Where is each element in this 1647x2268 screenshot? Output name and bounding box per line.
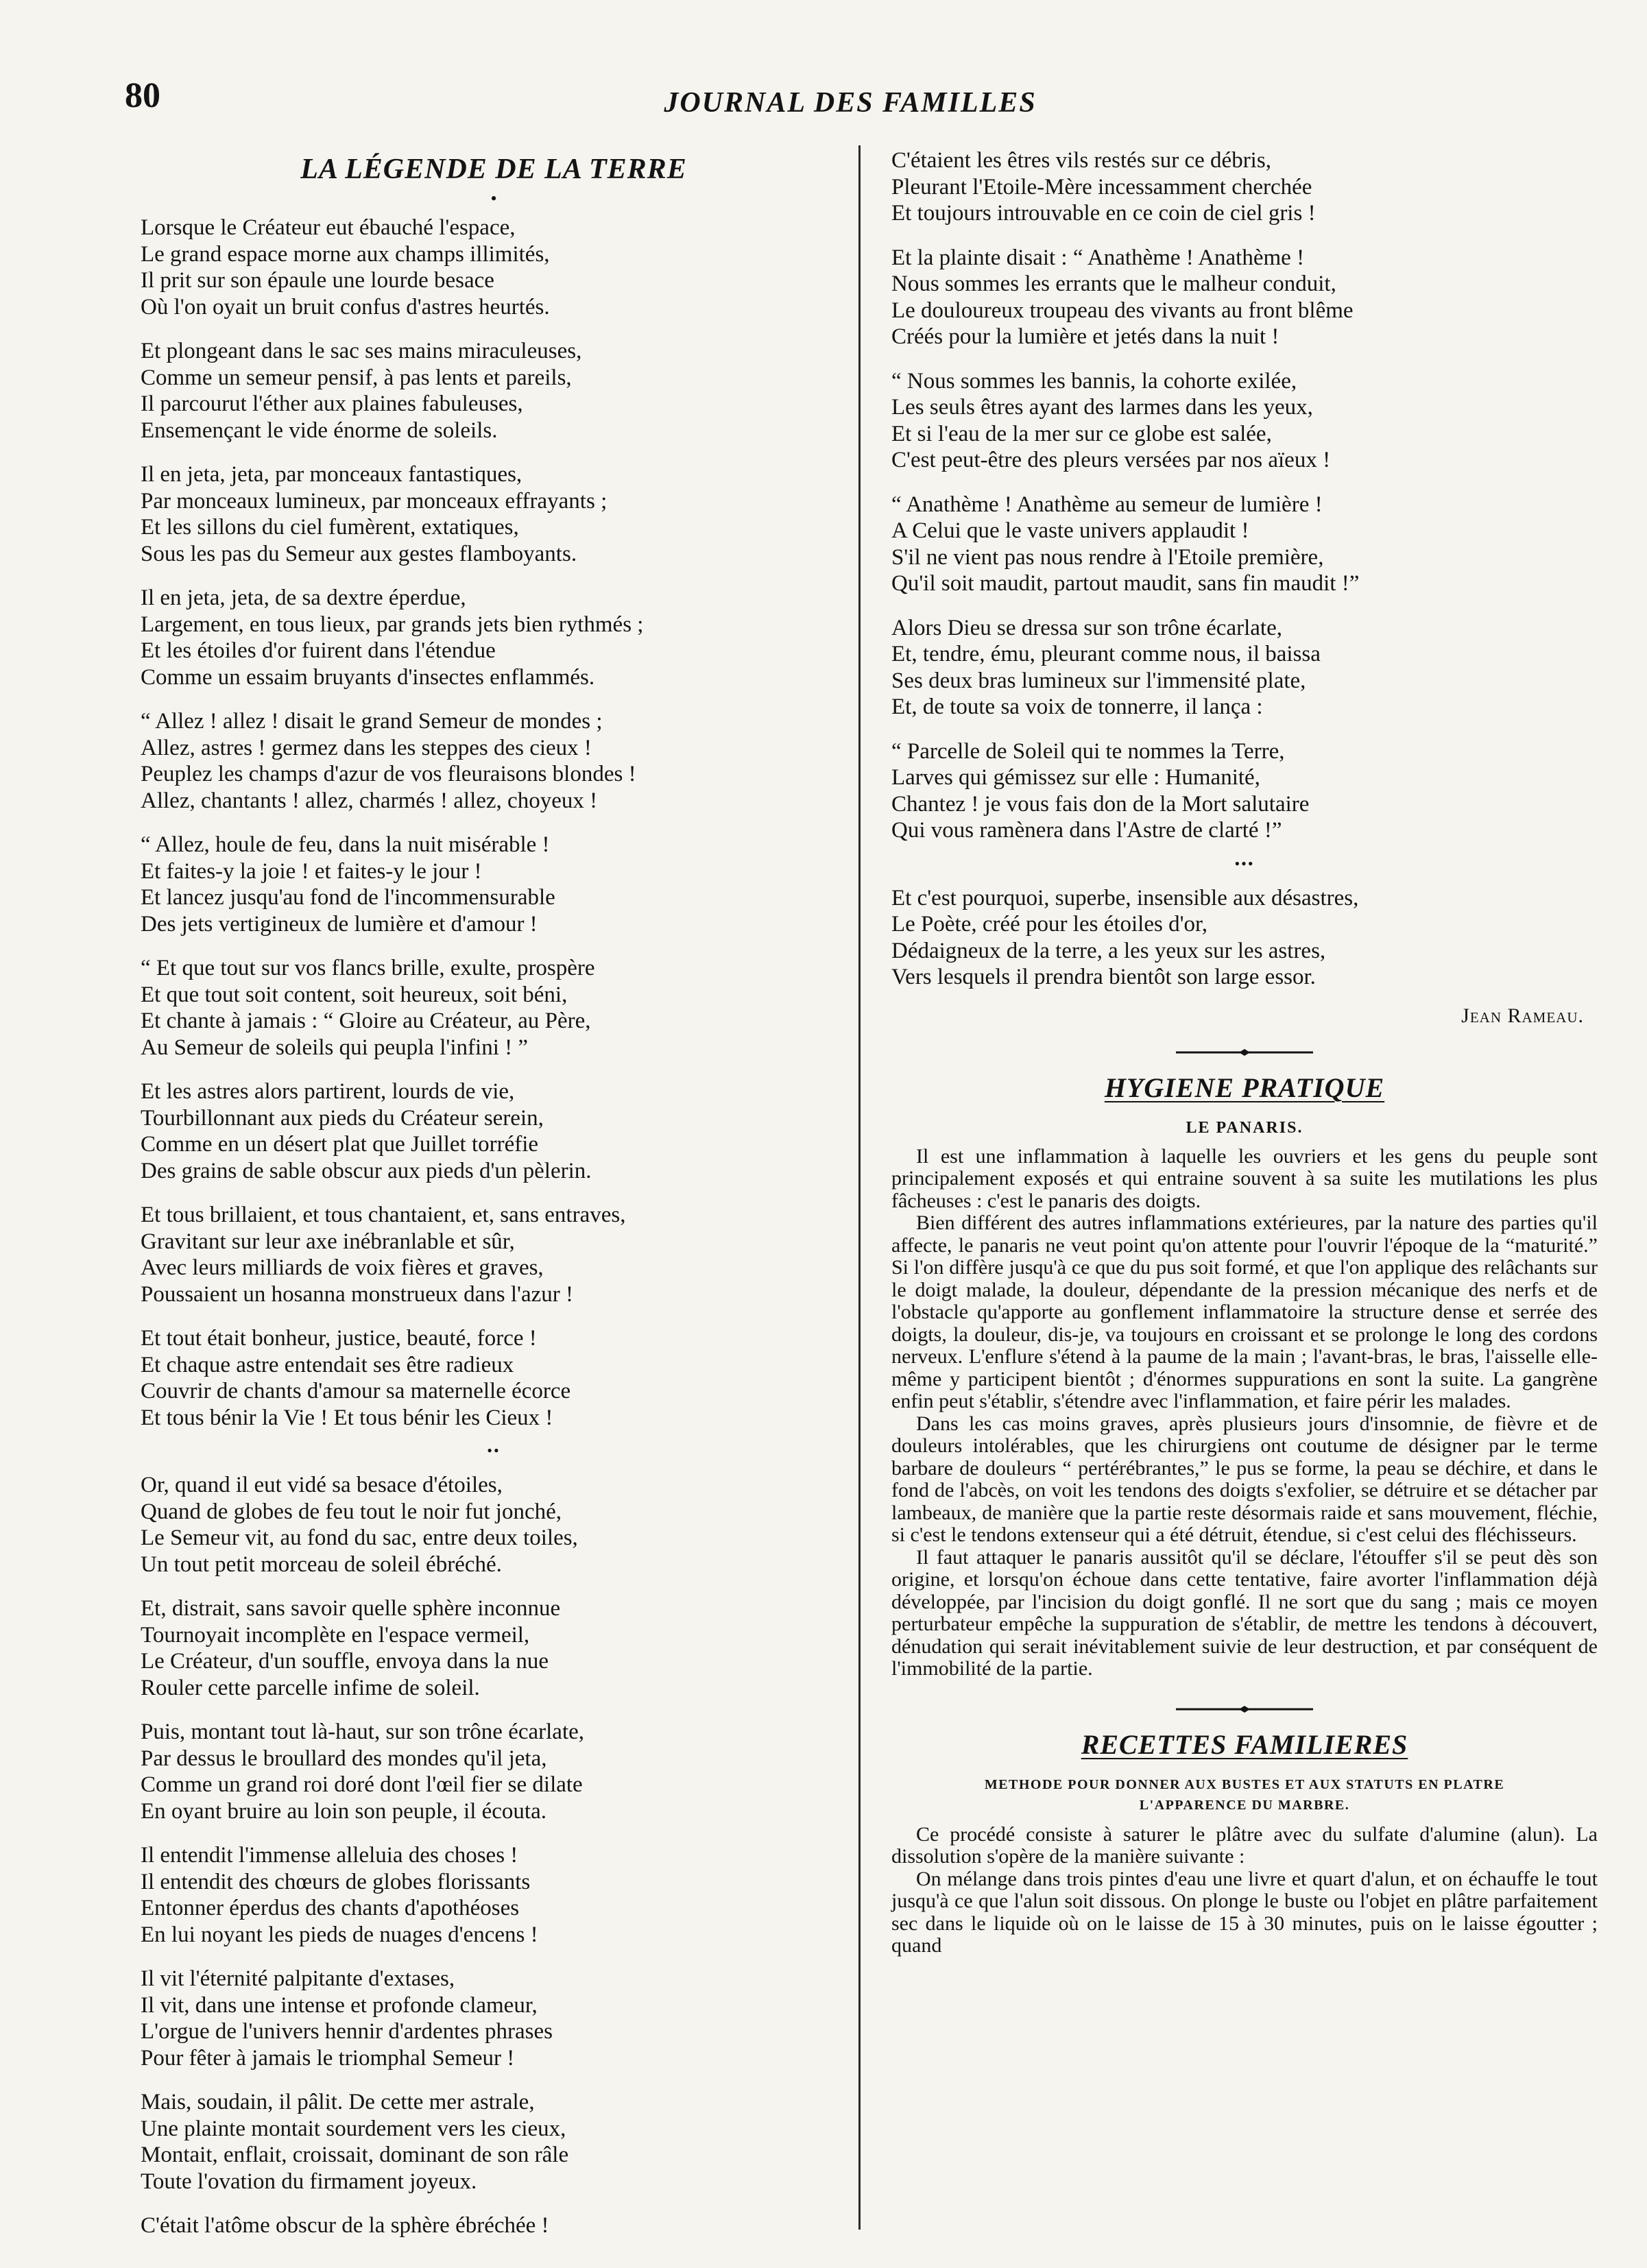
verse-line: Et que tout soit content, soit heureux, soit béni, [141, 982, 568, 1007]
verse-line: Et tous brillaient, et tous chantaient, et, sans entraves, [141, 1203, 626, 1227]
stanza [141, 955, 847, 1061]
verse-line: Comme un essaim bruyants d'insectes enflammés. [141, 664, 595, 690]
verse-line: Mais, soudain, il pâlit. De cette mer astrale, [141, 2090, 535, 2114]
stanza [891, 368, 1598, 474]
verse-line: Le douloureux troupeau des vivants au front blême [891, 298, 1354, 323]
verse-line: “ Parcelle de Soleil qui te nommes la Terre, [891, 738, 1285, 764]
stanza [141, 338, 847, 444]
verse-line: Poussaient un hosanna monstrueux dans l'azur ! [141, 1281, 573, 1307]
paragraph: Il est une inflammation à laquelle les ouvriers et les gens du peuple sont principalement exposés et qui entraine souvent à sa suite les mutilations les plus fâcheuses : c'est le panaris des doigts. [891, 1144, 1598, 1212]
column-divider [858, 145, 861, 2230]
verse-line: En oyant bruire au loin son peuple, il écouta. [141, 1798, 547, 1824]
verse-line: “ Et que tout sur vos flancs brille, exulte, prospère [141, 956, 595, 980]
stanza [141, 1595, 847, 1701]
verse-line: En lui noyant les pieds de nuages d'encens ! [141, 1922, 538, 1947]
section-rule [1176, 1705, 1313, 1713]
verse-line: Peuplez les champs d'azur de vos fleuraisons blondes ! [141, 762, 636, 786]
verse-line: C'était l'atôme obscur de la sphère ébréchée ! [141, 2213, 549, 2238]
paragraph: Ce procédé consiste à saturer le plâtre avec du sulfate d'alumine (alun). La dissolution s'opère de la manière suivante : [891, 1822, 1598, 1868]
verse-line: Largement, en tous lieux, par grands jets bien rythmés ; [141, 612, 644, 637]
verse-line: Et tous bénir la Vie ! Et tous bénir les Cieux ! [141, 1405, 553, 1430]
left-column [141, 147, 847, 2257]
stanza [891, 615, 1598, 721]
verse-line: C'est peut-être des pleurs versées par nos aïeux ! [891, 448, 1331, 472]
verse-line: L'orgue de l'univers hennir d'ardentes phrases [141, 2019, 553, 2044]
poem-stanzas-left-2 [141, 1472, 847, 2239]
verse-line: Où l'on oyait un bruit confus d'astres heurtés. [141, 294, 550, 319]
stanza-separator: •• [487, 1442, 501, 1459]
title-ornament: • [490, 189, 497, 208]
stanza [891, 245, 1598, 350]
stanza [141, 832, 847, 937]
verse-line: Et toujours introuvable en ce coin de ciel gris ! [891, 201, 1316, 226]
verse-line: Des grains de sable obscur aux pieds d'un pèlerin. [141, 1158, 592, 1183]
stanza [141, 1472, 847, 1578]
verse-line: “ Allez, houle de feu, dans la nuit misérable ! [141, 832, 550, 857]
section-rule [1176, 1048, 1313, 1057]
stanza [141, 1966, 847, 2071]
verse-line: Larves qui gémissez sur elle : Humanité, [891, 765, 1260, 790]
verse-line: Le grand espace morne aux champs illimités, [141, 241, 550, 267]
verse-line: Ses deux bras lumineux sur l'immensité plate, [891, 668, 1306, 693]
verse-line: Et la plainte disait : “ Anathème ! Anathème ! [891, 245, 1305, 270]
verse-line: Et, de toute sa voix de tonnerre, il lança : [891, 695, 1263, 719]
verse-line: Il prit sur son épaule une lourde besace [141, 268, 494, 293]
verse-line: Qu'il soit maudit, partout maudit, sans fin maudit !” [891, 571, 1360, 596]
verse-line: Et les astres alors partirent, lourds de vie, [141, 1079, 515, 1104]
verse-line: Au Semeur de soleils qui peupla l'infini ! ” [141, 1035, 528, 1060]
verse-line: Il en jeta, jeta, de sa dextre éperdue, [141, 586, 466, 610]
verse-line: Chantez ! je vous fais don de la Mort salutaire [891, 791, 1310, 817]
verse-line: “ Anathème ! Anathème au semeur de lumière ! [891, 492, 1323, 517]
verse-line: Et tout était bonheur, justice, beauté, force ! [141, 1326, 537, 1351]
stanza [891, 492, 1598, 597]
verse-line: Pour fêter à jamais le triomphal Semeur ! [141, 2045, 515, 2071]
verse-line: “ Allez ! allez ! disait le grand Semeur de mondes ; [141, 709, 603, 734]
verse-line: S'il ne vient pas nous rendre à l'Etoile première, [891, 544, 1324, 570]
verse-line: Et, distrait, sans savoir quelle sphère inconnue [141, 1596, 561, 1621]
recettes-subtitle-line: METHODE POUR DONNER AUX BUSTES ET AUX STATUTS EN PLATRE [984, 1776, 1505, 1792]
stanza [891, 738, 1598, 844]
verse-line: Et c'est pourquoi, superbe, insensible aux désastres, [891, 885, 1359, 910]
verse-line: Et plongeant dans le sac ses mains miraculeuses, [141, 339, 582, 363]
verse-line: Quand de globes de feu tout le noir fut jonché, [141, 1499, 562, 1524]
recettes-article [891, 1824, 1598, 1957]
verse-line: Montait, enflait, croissait, dominant de son râle [141, 2143, 569, 2167]
verse-line: Il en jeta, jeta, par monceaux fantastiques, [141, 462, 522, 487]
verse-line: Et chaque astre entendait ses être radieux [141, 1352, 514, 1377]
stanza [141, 2089, 847, 2195]
verse-line: Qui vous ramènera dans l'Astre de clarté !” [891, 818, 1282, 843]
page-header [110, 75, 1591, 137]
stanza [141, 708, 847, 814]
stanza [141, 1202, 847, 1307]
verse-line: Et chante à jamais : “ Gloire au Créateur, au Père, [141, 1009, 591, 1033]
verse-line: Comme en un désert plat que Juillet torréfie [141, 1132, 539, 1157]
verse-line: Le Semeur vit, au fond du sac, entre deux toiles, [141, 1525, 578, 1550]
verse-line: Et, tendre, ému, pleurant comme nous, il baissa [891, 642, 1321, 666]
stanza [141, 215, 847, 320]
verse-line: Couvrir de chants d'amour sa maternelle écorce [141, 1379, 571, 1403]
recettes-title: RECETTES FAMILIERES [1081, 1728, 1408, 1760]
verse-line: Un tout petit morceau de soleil ébréché. [141, 1552, 502, 1577]
verse-line: Avec leurs milliards de voix fières et graves, [141, 1255, 544, 1280]
paragraph: On mélange dans trois pintes d'eau une livre et quart d'alun, et on échauffe le tout jusqu'à ce que l'alun soit dissous. On plonge le buste ou l'objet en plâtre parfaitement sec dans le liquide où on le laisse de 15 à 30 minutes, puis on le laisse égoutter ; quand [891, 1867, 1598, 1957]
verse-line: Alors Dieu se dressa sur son trône écarlate, [891, 615, 1282, 640]
journal-title: JOURNAL DES FAMILLES [664, 87, 1037, 119]
verse-line: Puis, montant tout là-haut, sur son trône écarlate, [141, 1720, 585, 1744]
verse-line: Ensemençant le vide énorme de soleils. [141, 418, 498, 443]
verse-line: Et si l'eau de la mer sur ce globe est salée, [891, 421, 1272, 446]
verse-line: Tourbillonnant aux pieds du Créateur serein, [141, 1105, 544, 1131]
verse-line: Lorsque le Créateur eut ébauché l'espace, [141, 215, 516, 240]
verse-line: Par dessus le broullard des mondes qu'il jeta, [141, 1746, 547, 1771]
right-column [891, 147, 1598, 1957]
paragraph: Il faut attaquer le panaris aussitôt qu'il se déclare, l'étouffer s'il se peut dès son origine, et lorsqu'on échoue dans cette tentative, faire avorter l'inflammation déjà développée, par l'incision du doigt gonflé. Il ne sort que du sang ; mais ce moyen perturbateur empêche la suppuration de s'établir, de mettre les tendons à découvert, dénudation qui serait inévitablement suivie de leur destruction, et par conséquent de l'immobilité de la partie. [891, 1545, 1598, 1680]
stanza [141, 461, 847, 567]
verse-line: Les seuls êtres ayant des larmes dans les yeux, [891, 395, 1313, 420]
hygiene-subtitle: LE PANARIS. [1186, 1118, 1303, 1137]
verse-line: “ Nous sommes les bannis, la cohorte exilée, [891, 368, 1297, 394]
stanza-separator: ••• [1234, 854, 1255, 872]
poem-author [891, 1004, 1584, 1028]
stanza [891, 885, 1598, 991]
hygiene-title: HYGIENE PRATIQUE [1104, 1072, 1385, 1103]
verse-line: Créés pour la lumière et jetés dans la nuit ! [891, 324, 1279, 349]
poem-stanzas-right-2 [891, 885, 1598, 991]
verse-line: Tournoyait incomplète en l'espace vermeil, [141, 1622, 530, 1648]
paragraph: Dans les cas moins graves, après plusieurs jours d'insomnie, de fièvre et de douleurs intolérables, que les chirurgiens ont coutume de désigner par le terme barbare de douleurs “ pertérébrantes,” le pus se forme, la peau se déchire, et dans le fond de l'abcès, on voit les tendons des doigts s'exfolier, se détruire et se détacher par lambeaux, de manière que la partie reste désormais raide et sans mouvement, fléchie, si c'est le tendons extenseur qui a été détruit, étendue, si c'est celui des fléchisseurs. [891, 1412, 1598, 1546]
stanza [141, 1078, 847, 1184]
verse-line: Il entendit des chœurs de globes florissants [141, 1869, 531, 1894]
stanza [891, 147, 1598, 227]
verse-line: Gravitant sur leur axe inébranlable et sûr, [141, 1229, 515, 1254]
verse-line: Dédaigneux de la terre, a les yeux sur les astres, [891, 938, 1326, 963]
verse-line: C'étaient les êtres vils restés sur ce débris, [891, 148, 1271, 173]
verse-line: Entonner éperdus des chants d'apothéoses [141, 1896, 520, 1920]
poem-stanzas-right [891, 147, 1598, 844]
verse-line: Et les sillons du ciel fumèrent, extatiques, [141, 515, 519, 540]
verse-line: Le Créateur, d'un souffle, envoya dans la nue [141, 1649, 549, 1674]
verse-line: Comme un semeur pensif, à pas lents et pareils, [141, 365, 572, 390]
stanza [141, 1842, 847, 1948]
verse-line: A Celui que le vaste univers applaudit ! [891, 518, 1249, 543]
verse-line: Il entendit l'immense alleluia des choses ! [141, 1843, 518, 1868]
recettes-subtitle-line: L'APPARENCE DU MARBRE. [1139, 1797, 1350, 1813]
verse-line: Toute l'ovation du firmament joyeux. [141, 2169, 477, 2194]
poem-stanzas-left [141, 215, 847, 1431]
verse-line: Sous les pas du Semeur aux gestes flamboyants. [141, 541, 577, 566]
poem-title: LA LÉGENDE DE LA TERRE [300, 154, 687, 185]
verse-line: Il vit l'éternité palpitante d'extases, [141, 1966, 455, 1991]
verse-line: Et les étoiles d'or fuirent dans l'étendue [141, 638, 496, 663]
verse-line: Comme un grand roi doré dont l'œil fier se dilate [141, 1772, 583, 1797]
verse-line: Vers lesquels il prendra bientôt son large essor. [891, 965, 1316, 989]
verse-line: Rouler cette parcelle infime de soleil. [141, 1675, 480, 1700]
verse-line: Une plainte montait sourdement vers les cieux, [141, 2116, 566, 2141]
page-number: 80 [125, 76, 160, 115]
verse-line: Et faites-y la joie ! et faites-y le jour ! [141, 858, 482, 884]
stanza [141, 585, 847, 690]
stanza [141, 1325, 847, 1431]
hygiene-article [891, 1146, 1598, 1680]
verse-line: Allez, astres ! germez dans les steppes des cieux ! [141, 735, 592, 760]
verse-line: Des jets vertigineux de lumière et d'amour ! [141, 911, 538, 937]
verse-line: Le Poète, créé pour les étoiles d'or, [891, 912, 1207, 937]
stanza [141, 2212, 847, 2239]
verse-line: Nous sommes les errants que le malheur conduit, [891, 272, 1336, 296]
verse-line: Pleurant l'Etoile-Mère incessamment cherchée [891, 174, 1312, 200]
verse-line: Il vit, dans une intense et profonde clameur, [141, 1992, 538, 2018]
paragraph: Bien différent des autres inflammations extérieures, par la nature des parties qu'il affecte, le panaris ne veut point qu'on attente pour l'ouvrir l'époque de la “maturité.” Si l'on diffère jusqu'à ce que du pus soit formé, et que l'on applique des relâchants sur le doigt malade, la douleur, dépendante de la pression mécanique des nerfs et de l'obstacle qu'apporte au gonflement inflammatoire la structure dense et serrée des doigts, la douleur, dis-je, va toujours en croissant et se prolonge le long des cordons nerveux. L'enflure s'étend à la paume de la main ; l'avant-bras, le bras, l'aisselle elle-même y participent bientôt ; d'énormes suppurations en sont la suite. La gangrène enfin peut s'établir, s'étendre avec l'inflammation, et faire périr les malades. [891, 1211, 1598, 1412]
verse-line: Et lancez jusqu'au fond de l'incommensurable [141, 885, 555, 910]
stanza [141, 1719, 847, 1824]
verse-line: Or, quand il eut vidé sa besace d'étoiles, [141, 1473, 503, 1497]
verse-line: Par monceaux lumineux, par monceaux effrayants ; [141, 488, 608, 514]
verse-line: Il parcourut l'éther aux plaines fabuleuses, [141, 391, 523, 416]
recettes-subtitle [891, 1774, 1598, 1815]
author-name: Jean Rameau. [1461, 1004, 1584, 1027]
verse-line: Allez, chantants ! allez, charmés ! allez, choyeux ! [141, 788, 598, 813]
